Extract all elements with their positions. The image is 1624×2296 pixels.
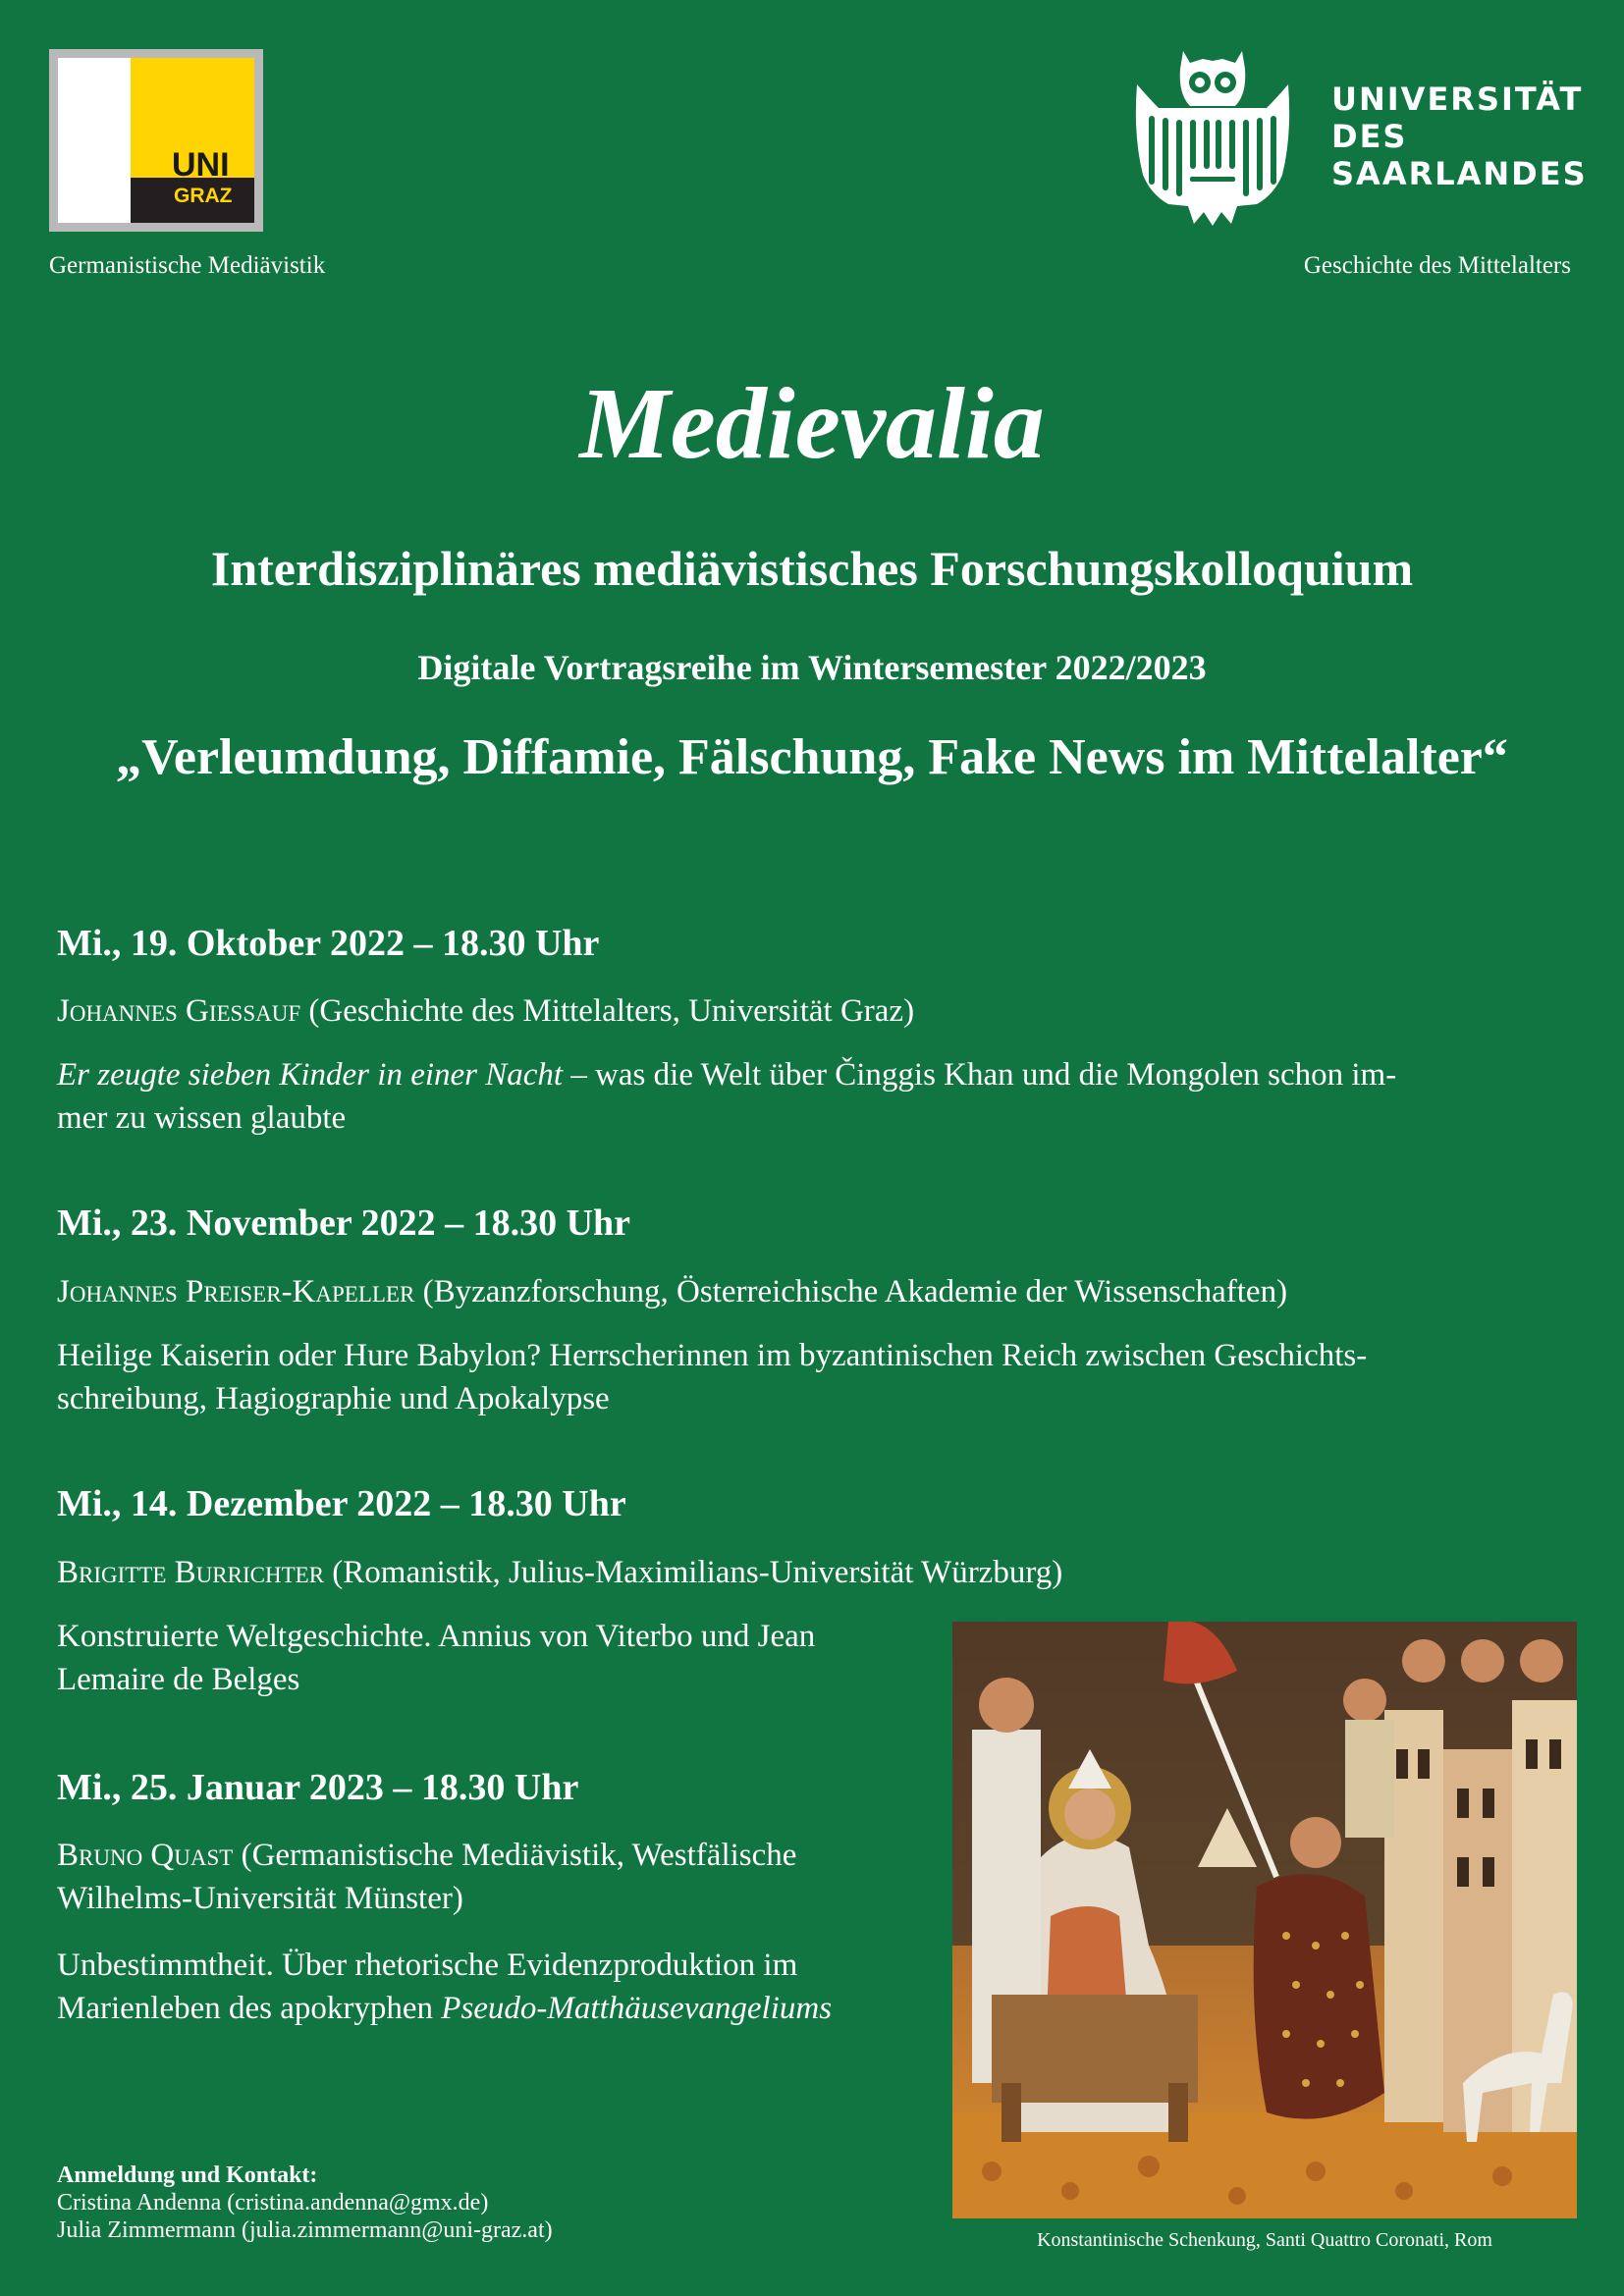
saarland-wordmark-line: UNIVERSITÄT bbox=[1331, 80, 1584, 118]
talk-title-italic: Er zeugte sieben Kinder in einer Nacht bbox=[57, 1057, 564, 1093]
talk-title-line1: Konstruierte Weltgeschichte. Annius von Viterbo und Jean bbox=[57, 1619, 816, 1654]
event-speaker bbox=[57, 1834, 796, 1920]
event-speaker bbox=[57, 989, 914, 1033]
fresco-illustration bbox=[952, 1622, 1577, 2218]
event-speaker bbox=[57, 1551, 1062, 1594]
event-speaker bbox=[57, 1270, 1287, 1313]
uni-graz-logo bbox=[49, 49, 263, 232]
saarland-owl-icon bbox=[1129, 47, 1296, 234]
contact-label: Anmeldung und Kontakt: bbox=[57, 2163, 318, 2188]
uni-graz-logo-field bbox=[58, 58, 254, 223]
talk-title-rest: – was die Welt über Činggis Khan und die Mongolen schon im- bbox=[563, 1057, 1397, 1093]
speaker-name: Bruno Quast bbox=[57, 1838, 234, 1873]
talk-title-line1: Heilige Kaiserin oder Hure Babylon? Herrscherinnen im byzantinischen Reich zwischen Geschichts- bbox=[57, 1338, 1368, 1373]
series-line: Digitale Vortragsreihe im Wintersemester 2022/2023 bbox=[417, 648, 1207, 687]
speaker-affiliation: (Byzanzforschung, Österreichische Akademie der Wissenschaften) bbox=[414, 1274, 1288, 1309]
talk-title-italic: Pseudo-Matthäusevangeliums bbox=[441, 1991, 833, 2026]
saarland-wordmark-line: SAARLANDES bbox=[1331, 155, 1588, 192]
saarland-wordmark-line: DES bbox=[1331, 118, 1408, 155]
talk-title-line1: Unbestimmtheit. Über rhetorische Evidenzproduktion im bbox=[57, 1948, 798, 1983]
event-date: Mi., 25. Januar 2023 – 18.30 Uhr bbox=[57, 1767, 579, 1808]
talk-title-line2: Lemaire de Belges bbox=[57, 1662, 300, 1697]
contact-line: Julia Zimmermann (julia.zimmermann@uni-graz.at) bbox=[57, 2217, 553, 2243]
talk-title-line2: mer zu wissen glaubte bbox=[57, 1100, 347, 1136]
speaker-affiliation: (Geschichte des Mittelalters, Universität Graz) bbox=[300, 993, 915, 1029]
event-talk bbox=[57, 1615, 815, 1701]
image-caption: Konstantinische Schenkung, Santi Quattro Coronati, Rom bbox=[1037, 2229, 1492, 2251]
speaker-name: Johannes Gießauf bbox=[57, 993, 301, 1029]
talk-title-line2: schreibung, Hagiographie und Apokalypse bbox=[57, 1381, 610, 1416]
event-date: Mi., 14. Dezember 2022 – 18.30 Uhr bbox=[57, 1483, 626, 1524]
speaker-name: Johannes Preiser-Kapeller bbox=[57, 1274, 415, 1309]
speaker-affiliation: (Romanistik, Julius-Maximilians-Universität Würzburg) bbox=[324, 1555, 1063, 1590]
event-date: Mi., 23. November 2022 – 18.30 Uhr bbox=[57, 1202, 631, 1244]
event-date: Mi., 19. Oktober 2022 – 18.30 Uhr bbox=[57, 923, 600, 964]
event-talk bbox=[57, 1053, 1396, 1140]
contact-line: Cristina Andenna (cristina.andenna@gmx.de) bbox=[57, 2190, 489, 2216]
event-talk bbox=[57, 1944, 832, 2030]
speaker-name: Brigitte Burrichter bbox=[57, 1555, 325, 1590]
right-department: Geschichte des Mittelalters bbox=[1303, 252, 1571, 279]
talk-title-line2: Marienleben des apokryphen bbox=[57, 1991, 442, 2026]
page-title: Medievalia bbox=[579, 367, 1045, 480]
uni-graz-logo-graz: GRAZ bbox=[174, 185, 233, 207]
speaker-affiliation: (Germanistische Mediävistik, Westfälische bbox=[233, 1838, 797, 1873]
contact-block bbox=[57, 2162, 553, 2244]
event-talk bbox=[57, 1334, 1367, 1420]
left-department: Germanistische Mediävistik bbox=[49, 252, 326, 279]
subtitle: Interdisziplinäres mediävistisches Forschungskolloquium bbox=[210, 541, 1414, 596]
uni-graz-logo-uni: UNI bbox=[172, 146, 230, 184]
speaker-affiliation-line2: Wilhelms-Universität Münster) bbox=[57, 1881, 463, 1916]
saarland-wordmark bbox=[1331, 80, 1588, 192]
fresco-image bbox=[952, 1622, 1577, 2218]
theme-line: „Verleumdung, Diffamie, Fälschung, Fake News im Mittelalter“ bbox=[116, 729, 1508, 785]
